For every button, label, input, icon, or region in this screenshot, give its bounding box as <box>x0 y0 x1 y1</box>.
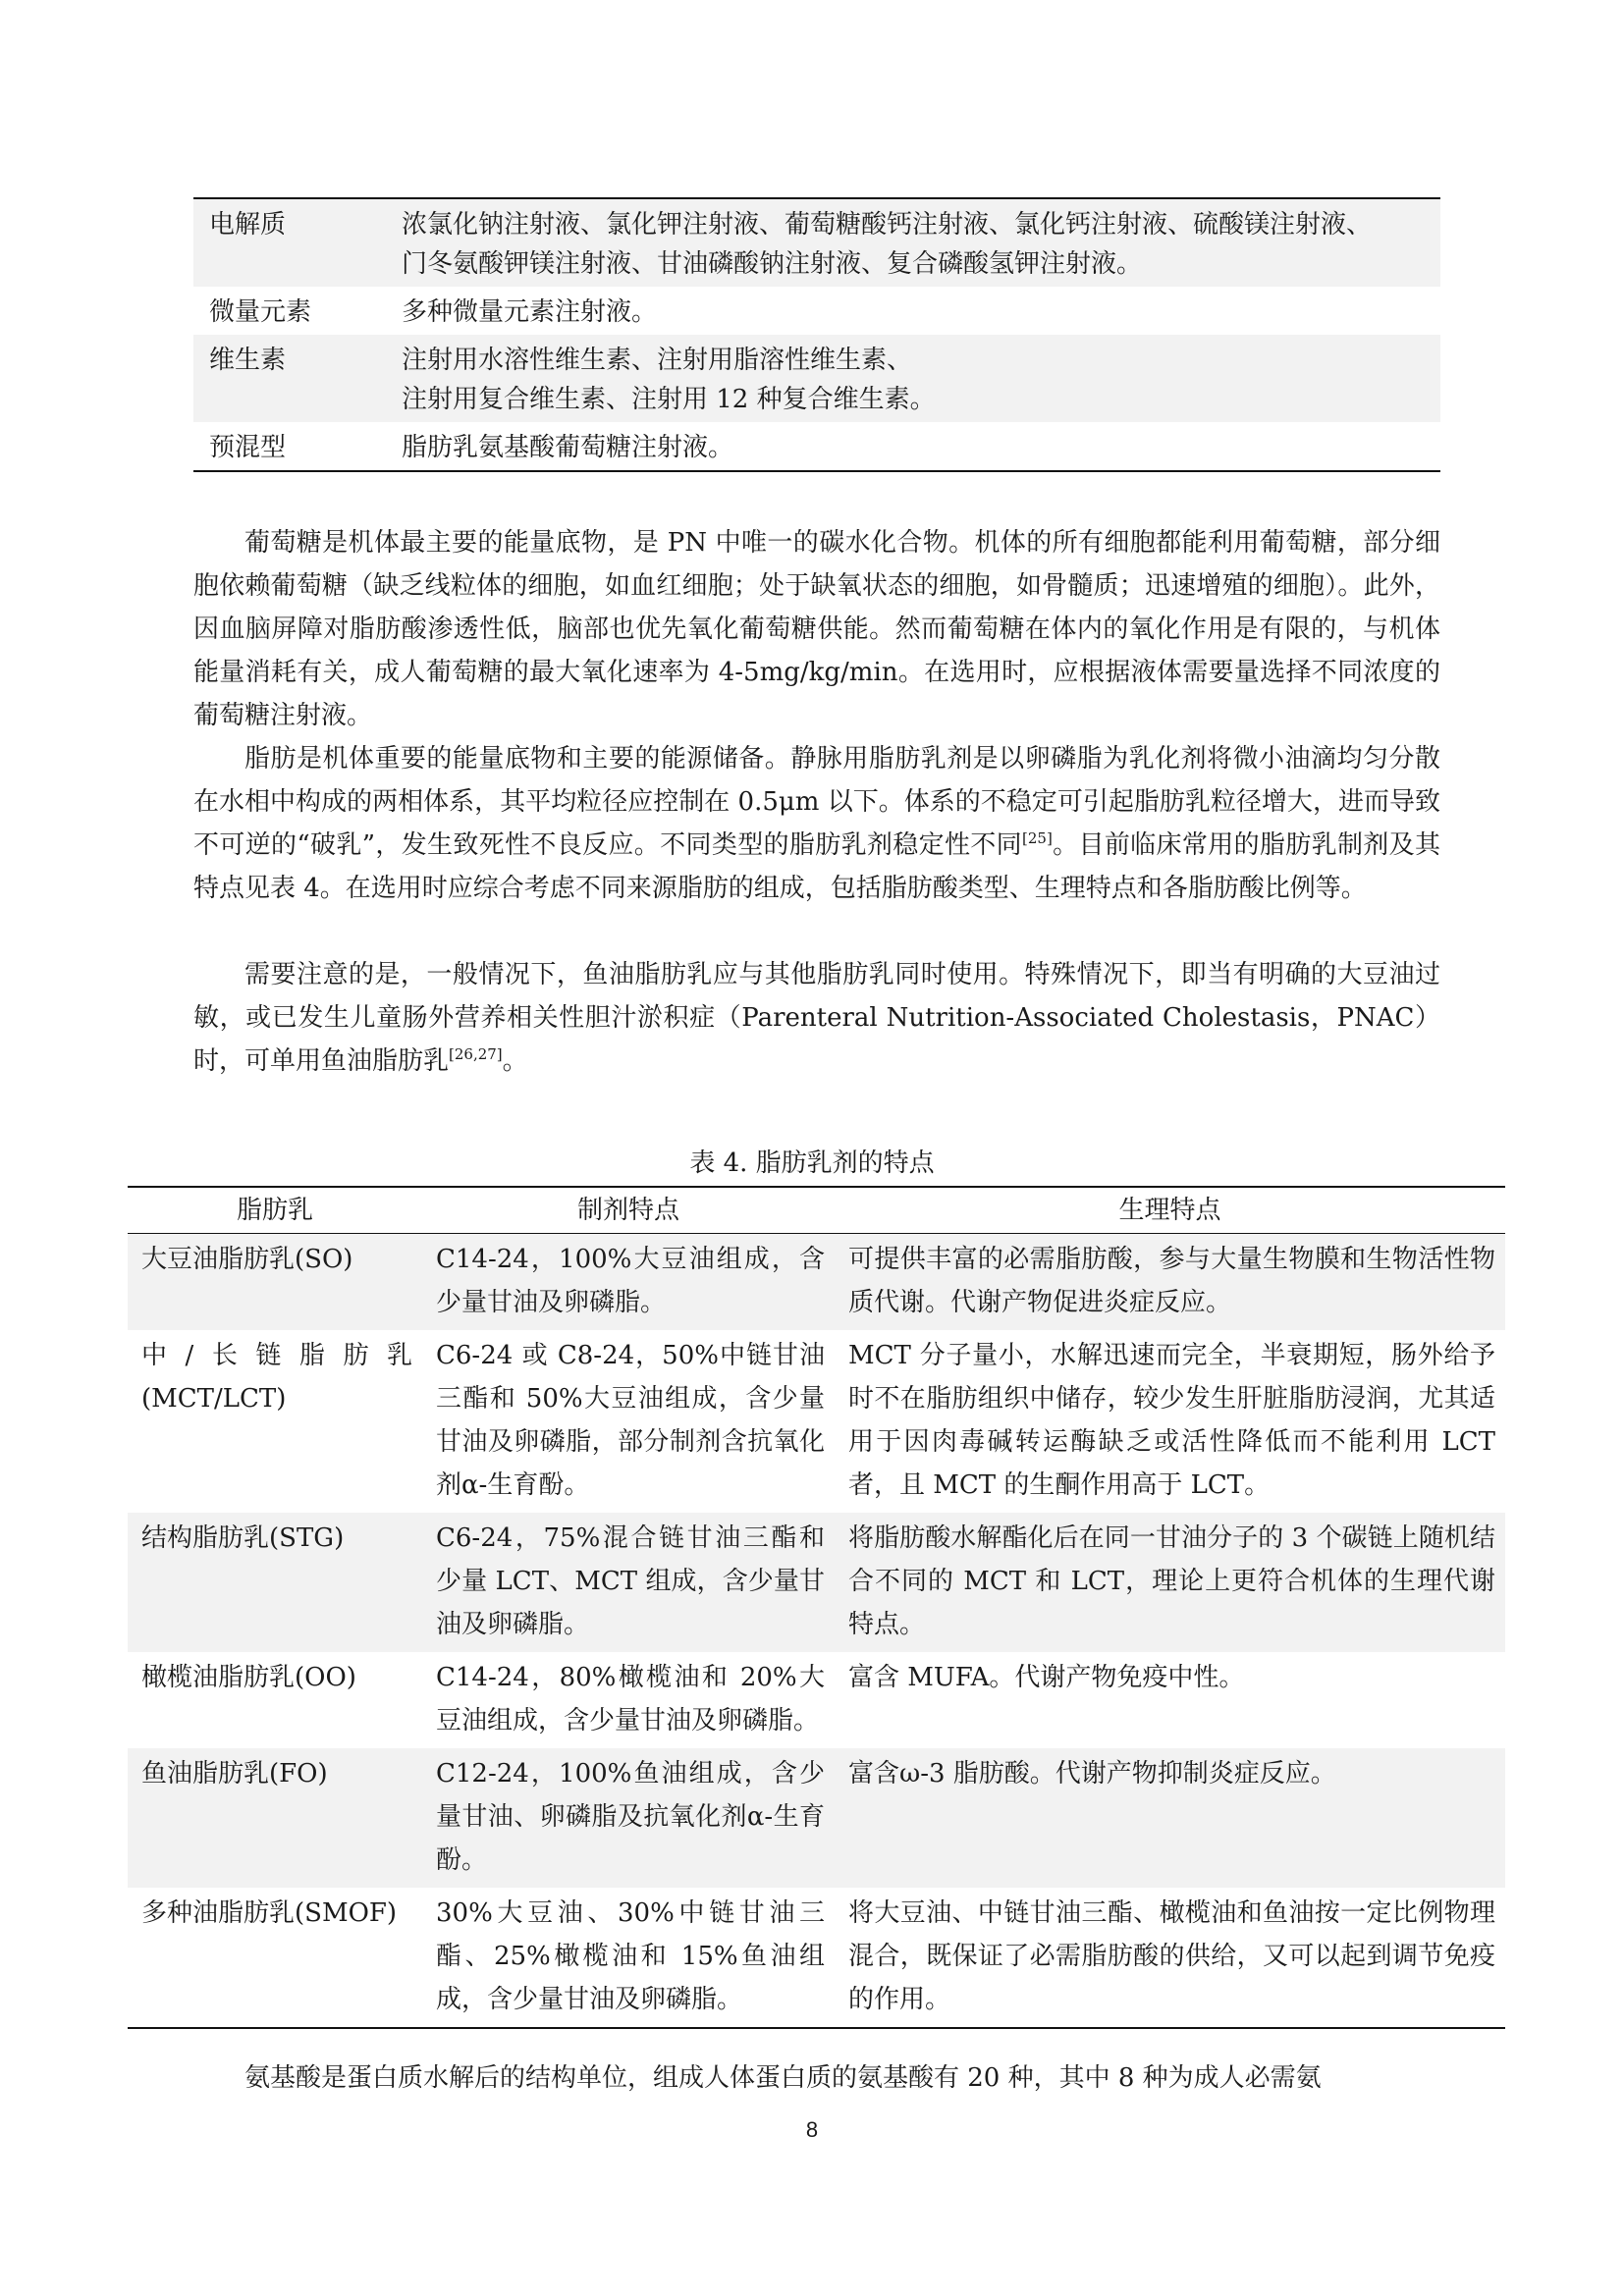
physiology-cell: 富含ω-3 脂肪酸。代谢产物抑制炎症反应。 <box>835 1748 1505 1888</box>
column-header: 制剂特点 <box>422 1187 835 1234</box>
table-row <box>193 335 1440 422</box>
column-header: 脂肪乳 <box>128 1187 422 1234</box>
agents-line: 浓氯化钠注射液、氯化钾注射液、葡萄糖酸钙注射液、氯化钙注射液、硫酸镁注射液、 <box>402 210 1373 240</box>
formulation-cell: C6-24 或 C8-24，50%中链甘油三酯和 50%大豆油组成，含少量甘油及卵磷脂，部分制剂含抗氧化剂α-生育酚。 <box>436 1341 825 1500</box>
physiology-cell: 可提供丰富的必需脂肪酸，参与大量生物膜和生物活性物质代谢。代谢产物促进炎症反应。 <box>835 1234 1505 1331</box>
column-header: 生理特点 <box>835 1187 1505 1234</box>
parenteral-agents-table <box>193 197 1440 472</box>
paragraph-lipid <box>193 737 1440 910</box>
paragraph-glucose: 葡萄糖是机体最主要的能量底物，是 PN 中唯一的碳水化合物。机体的所有细胞都能利用葡萄糖，部分细胞依赖葡萄糖（缺乏线粒体的细胞，如血红细胞；处于缺氧状态的细胞，如骨髓质；迅速增殖的细胞）。此外，因血脑屏障对脂肪酸渗透性低，脑部也优先氧化葡萄糖供能。然而葡萄糖在体内的氧化作用是有限的，与机体能量消耗有关，成人葡萄糖的最大氧化速率为 4-5mg/kg/min。在选用时，应根据液体需要量选择不同浓度的葡萄糖注射液。 <box>193 528 1440 730</box>
table-row <box>128 1888 1505 2028</box>
table-row <box>128 1513 1505 1652</box>
category-cell: 电解质 <box>193 198 386 287</box>
agents-line: 多种微量元素注射液。 <box>402 297 658 327</box>
formulation-cell: C12-24，100%鱼油组成，含少量甘油、卵磷脂及抗氧化剂α-生育酚。 <box>422 1748 835 1888</box>
formulation-cell: C6-24，75%混合链甘油三酯和少量 LCT、MCT 组成，含少量甘油及卵磷脂。 <box>422 1513 835 1652</box>
agents-cell <box>386 287 1440 335</box>
category-cell: 微量元素 <box>209 297 312 327</box>
physiology-cell: 富含 MUFA。代谢产物免疫中性。 <box>848 1663 1245 1692</box>
paragraph-text: 。目前临床常用的脂肪乳制剂及其特点见表 4。在选用时应综合考虑不同来源脂肪的组成，包括脂肪酸类型、生理特点和各脂肪酸比例等。 <box>193 830 1440 903</box>
emulsion-name: 橄榄油脂肪乳(OO) <box>141 1663 356 1692</box>
formulation-cell: C14-24，100%大豆油组成，含少量甘油及卵磷脂。 <box>422 1234 835 1331</box>
paragraph-text: 脂肪是机体重要的能量底物和主要的能源储备。静脉用脂肪乳剂是以卵磷脂为乳化剂将微小油滴均匀分散在水相中构成的两相体系，其平均粒径应控制在 0.5μm 以下。体系的不稳定可引起脂肪乳粒径增大，进而导致不可逆的“破乳”，发生致死性不良反应。不同类型的脂肪乳剂稳定性不同 <box>193 744 1440 860</box>
agents-cell <box>386 198 1440 287</box>
table-row <box>193 422 1440 471</box>
lipid-emulsion-table <box>128 1186 1505 2029</box>
category-cell: 预混型 <box>193 422 386 471</box>
table-row <box>128 1330 1505 1513</box>
emulsion-name: 大豆油脂肪乳(SO) <box>128 1234 422 1331</box>
agents-line: 注射用复合维生素、注射用 12 种复合维生素。 <box>402 385 936 414</box>
citation: [25] <box>1022 829 1053 847</box>
agents-line: 脂肪乳氨基酸葡萄糖注射液。 <box>402 433 734 462</box>
agents-cell <box>386 422 1440 471</box>
emulsion-name: 鱼油脂肪乳(FO) <box>128 1748 422 1888</box>
physiology-cell: 将脂肪酸水解酯化后在同一甘油分子的 3 个碳链上随机结合不同的 MCT 和 LCT，理论上更符合机体的生理代谢特点。 <box>835 1513 1505 1652</box>
table-header-row <box>128 1187 1505 1234</box>
physiology-cell: 将大豆油、中链甘油三酯、橄榄油和鱼油按一定比例物理混合，既保证了必需脂肪酸的供给，又可以起到调节免疫的作用。 <box>835 1888 1505 2028</box>
category-cell: 维生素 <box>193 335 386 422</box>
table-row <box>128 1234 1505 1331</box>
table-row <box>128 1652 1505 1748</box>
formulation-cell: 30%大豆油、30%中链甘油三酯、25%橄榄油和 15%鱼油组成，含少量甘油及卵磷脂。 <box>422 1888 835 2028</box>
table-row <box>193 198 1440 287</box>
agents-cell <box>386 335 1440 422</box>
table-row <box>193 287 1440 335</box>
physiology-cell: MCT 分子量小，水解迅速而完全，半衰期短，肠外给予时不在脂肪组织中储存，较少发生肝脏脂肪浸润，尤其适用于因肉毒碱转运酶缺乏或活性降低而不能利用 LCT 者，且 MCT 的生酮作用高于 LCT。 <box>848 1341 1495 1500</box>
formulation-cell: C14-24，80%橄榄油和 20%大豆油组成，含少量甘油及卵磷脂。 <box>436 1663 825 1735</box>
table-caption: 表 4. 脂肪乳剂的特点 <box>689 1148 935 1178</box>
paragraph-text: 需要注意的是，一般情况下，鱼油脂肪乳应与其他脂肪乳同时使用。特殊情况下，即当有明确的大豆油过敏，或已发生儿童肠外营养相关性胆汁淤积症（Parenteral Nutrition-Associated Cholestasis，PNAC）时，可单用鱼油脂肪乳 <box>193 960 1440 1076</box>
emulsion-name: 多种油脂肪乳(SMOF) <box>128 1888 422 2028</box>
agents-line: 注射用水溶性维生素、注射用脂溶性维生素、 <box>402 346 913 375</box>
emulsion-name: 中/长链脂肪乳(MCT/LCT) <box>141 1341 412 1414</box>
citation: [26,27] <box>449 1045 503 1063</box>
paragraph-fish-oil <box>193 953 1440 1083</box>
emulsion-name: 结构脂肪乳(STG) <box>128 1513 422 1652</box>
agents-line: 门冬氨酸钾镁注射液、甘油磷酸钠注射液、复合磷酸氢钾注射液。 <box>402 249 1143 279</box>
paragraph-text: 。 <box>502 1046 528 1076</box>
paragraph-amino-acid: 氨基酸是蛋白质水解后的结构单位，组成人体蛋白质的氨基酸有 20 种，其中 8 种为成人必需氨 <box>244 2063 1322 2093</box>
table-row <box>128 1748 1505 1888</box>
page-number: 8 <box>805 2117 819 2142</box>
